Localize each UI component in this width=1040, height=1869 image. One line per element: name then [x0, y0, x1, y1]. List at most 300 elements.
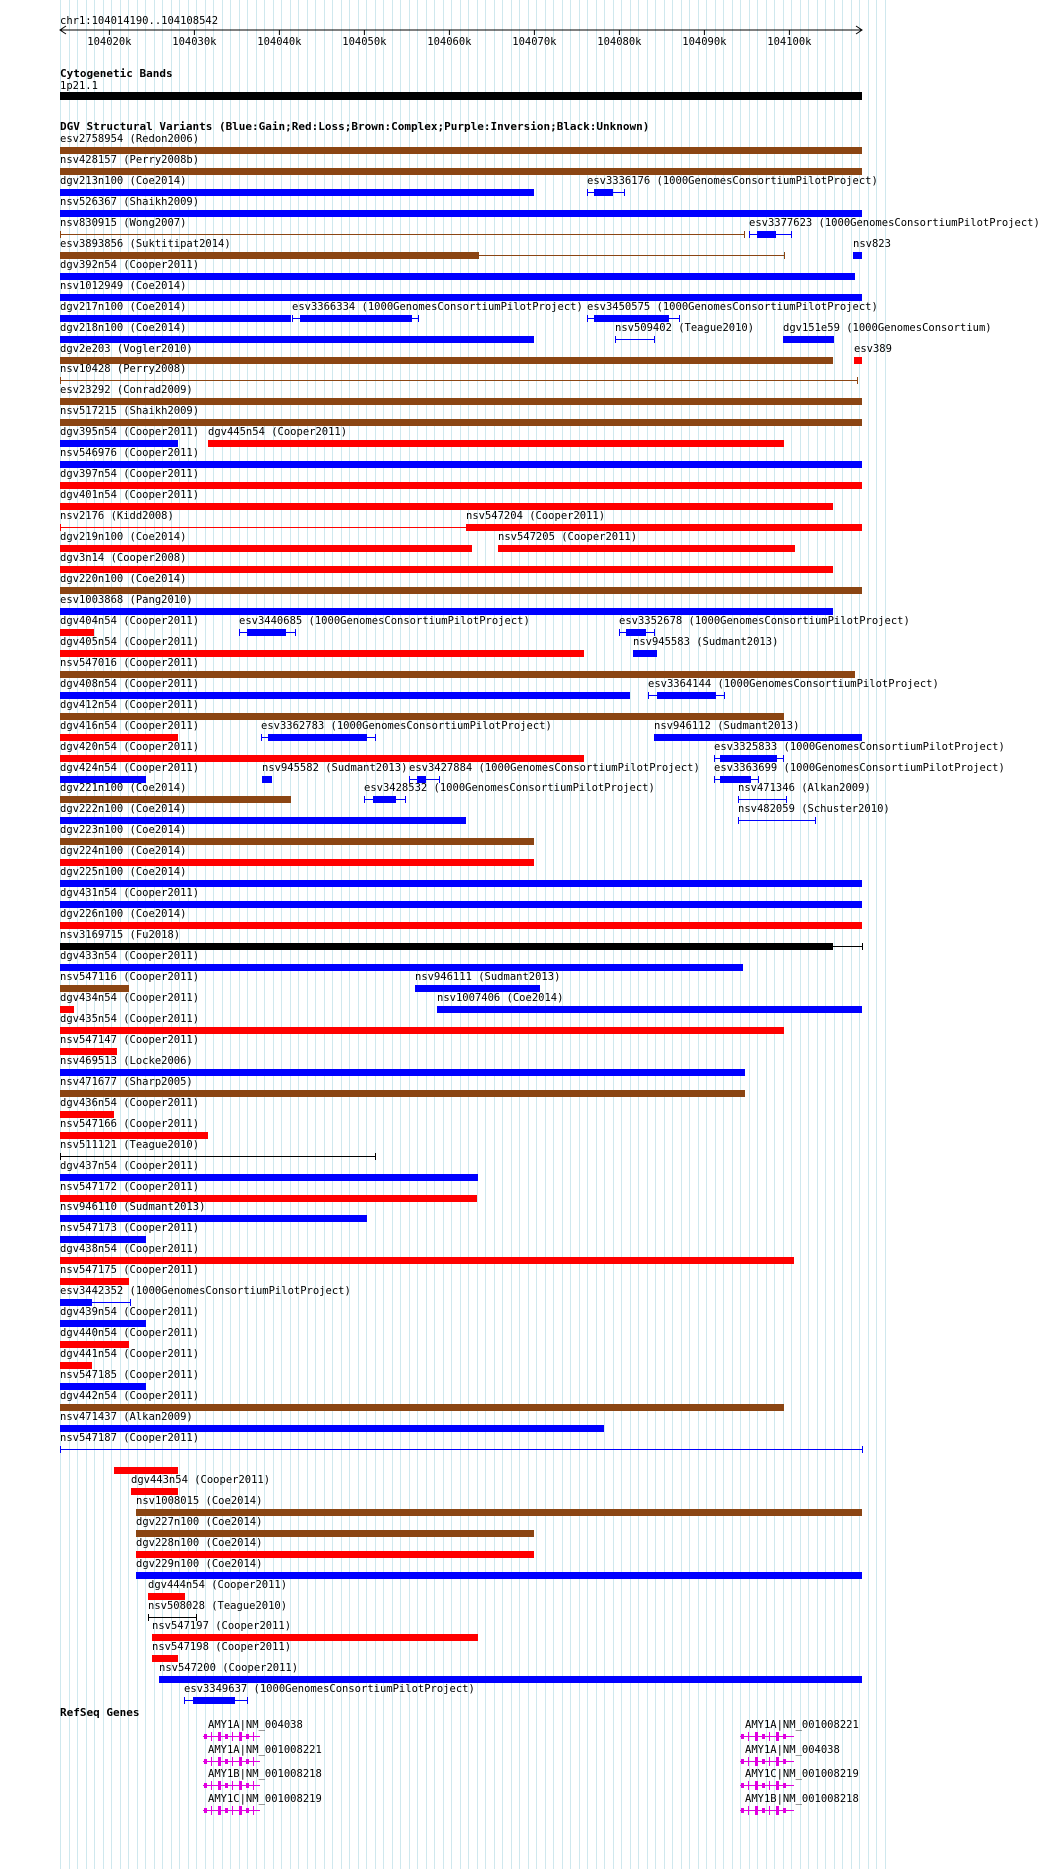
variant-label[interactable]: esv3349637 (1000GenomesConsortiumPilotProject): [184, 1683, 475, 1695]
variant-label[interactable]: dgv227n100 (Coe2014): [136, 1516, 263, 1528]
variant-bar[interactable]: [498, 545, 795, 552]
variant-label[interactable]: esv3377623 (1000GenomesConsortiumPilotProject): [749, 217, 1040, 229]
gridline: [417, 0, 418, 1869]
variant-bar[interactable]: [131, 1488, 178, 1495]
gene-exon: [741, 1783, 744, 1788]
gridline: [324, 0, 325, 1869]
variant-bar[interactable]: [148, 1593, 185, 1600]
variant-bar[interactable]: [60, 587, 862, 594]
position-ruler[interactable]: [0, 20, 890, 50]
variant-bar[interactable]: [60, 817, 466, 824]
gene-exon: [741, 1808, 744, 1813]
gridline: [315, 0, 316, 1869]
cytoband-bar[interactable]: [60, 92, 862, 100]
variant-bar[interactable]: [247, 629, 286, 636]
gridline: [477, 0, 478, 1869]
variant-bar[interactable]: [783, 336, 834, 343]
variant-label[interactable]: esv3362783 (1000GenomesConsortiumPilotProject): [261, 720, 552, 732]
gene-exon: [783, 1734, 786, 1739]
variant-label[interactable]: dgv435n54 (Cooper2011): [60, 1013, 200, 1025]
variant-label[interactable]: esv3440685 (1000GenomesConsortiumPilotProject): [239, 615, 530, 627]
variant-bar[interactable]: [415, 985, 540, 992]
variant-label[interactable]: esv389: [854, 343, 892, 355]
variant-label[interactable]: dgv229n100 (Coe2014): [136, 1558, 263, 1570]
variant-bar[interactable]: [60, 629, 94, 636]
gene-exon: [253, 1781, 254, 1790]
variant-label[interactable]: esv3427884 (1000GenomesConsortiumPilotProject): [409, 762, 700, 774]
variant-line[interactable]: [60, 1449, 862, 1450]
variant-label[interactable]: nsv471677 (Sharp2005): [60, 1076, 193, 1088]
variant-label[interactable]: dgv219n100 (Coe2014): [60, 531, 187, 543]
variant-label[interactable]: dgv223n100 (Coe2014): [60, 824, 187, 836]
variant-label[interactable]: dgv445n54 (Cooper2011): [208, 426, 348, 438]
gene-label[interactable]: AMY1B|NM_001008218: [745, 1793, 859, 1805]
variant-endcap: [375, 734, 376, 741]
variant-bar[interactable]: [152, 1655, 178, 1662]
variant-bar[interactable]: [60, 713, 784, 720]
variant-bar[interactable]: [626, 629, 646, 636]
variant-label[interactable]: nsv517215 (Shaikh2009): [60, 405, 200, 417]
gene-exon: [246, 1783, 249, 1788]
variant-bar[interactable]: [136, 1509, 862, 1516]
variant-label[interactable]: dgv431n54 (Cooper2011): [60, 887, 200, 899]
variant-bar[interactable]: [60, 1132, 208, 1139]
variant-bar[interactable]: [60, 189, 534, 196]
variant-bar[interactable]: [60, 398, 862, 405]
gridline: [672, 0, 673, 1869]
variant-label[interactable]: esv3428532 (1000GenomesConsortiumPilotProject): [364, 782, 655, 794]
gridline: [485, 0, 486, 1869]
gridline: [596, 0, 597, 1869]
variant-bar[interactable]: [152, 1634, 478, 1641]
gridline: [859, 0, 860, 1869]
variant-bar[interactable]: [60, 440, 178, 447]
variant-bar[interactable]: [594, 315, 669, 322]
variant-bar[interactable]: [60, 294, 862, 301]
variant-label[interactable]: nsv547205 (Cooper2011): [498, 531, 638, 543]
gridline: [825, 0, 826, 1869]
gridline: [553, 0, 554, 1869]
gene-exon: [783, 1783, 786, 1788]
variant-bar[interactable]: [60, 545, 472, 552]
variant-bar[interactable]: [60, 461, 862, 468]
variant-bar[interactable]: [136, 1551, 534, 1558]
variant-label[interactable]: nsv946112 (Sudmant2013): [654, 720, 800, 732]
variant-line[interactable]: [738, 820, 815, 821]
ruler-tick-label: 104090k: [682, 36, 727, 48]
variant-label[interactable]: dgv408n54 (Cooper2011): [60, 678, 200, 690]
variant-label[interactable]: nsv547016 (Cooper2011): [60, 657, 200, 669]
variant-endcap: [714, 755, 715, 762]
variant-bar[interactable]: [193, 1697, 235, 1704]
variant-endcap: [624, 189, 625, 196]
variant-label[interactable]: dgv443n54 (Cooper2011): [131, 1474, 271, 1486]
variant-endcap: [724, 692, 725, 699]
gridline: [511, 0, 512, 1869]
variant-label[interactable]: dgv221n100 (Coe2014): [60, 782, 187, 794]
variant-label[interactable]: esv2758954 (Redon2006): [60, 133, 200, 145]
variant-label[interactable]: dgv222n100 (Coe2014): [60, 803, 187, 815]
variant-bar[interactable]: [159, 1676, 862, 1683]
variant-endcap: [247, 1697, 248, 1704]
variant-endcap: [375, 1153, 376, 1160]
variant-label[interactable]: nsv547204 (Cooper2011): [466, 510, 606, 522]
variant-bar[interactable]: [633, 650, 657, 657]
variant-endcap: [60, 1153, 61, 1160]
gene-exon: [204, 1783, 207, 1788]
variant-label[interactable]: dgv225n100 (Coe2014): [60, 866, 187, 878]
gridline: [885, 0, 886, 1869]
gridline: [434, 0, 435, 1869]
variant-bar[interactable]: [853, 252, 862, 259]
ruler-tick-label: 104080k: [597, 36, 642, 48]
gene-label[interactable]: AMY1A|NM_001008221: [208, 1744, 322, 1756]
variant-label[interactable]: dgv397n54 (Cooper2011): [60, 468, 200, 480]
gene-label[interactable]: AMY1A|NM_004038: [208, 1719, 303, 1731]
gene-exon: [783, 1759, 786, 1764]
variant-endcap: [130, 1299, 131, 1306]
gene-exon: [253, 1732, 254, 1741]
gridline: [358, 0, 359, 1869]
variant-label[interactable]: esv3366334 (1000GenomesConsortiumPilotProject): [292, 301, 583, 313]
gene-exon: [776, 1781, 779, 1790]
variant-line[interactable]: [615, 339, 654, 340]
variant-label[interactable]: esv3363699 (1000GenomesConsortiumPilotProject): [714, 762, 1005, 774]
variant-label[interactable]: dgv224n100 (Coe2014): [60, 845, 187, 857]
variant-label[interactable]: nsv547175 (Cooper2011): [60, 1264, 200, 1276]
variant-bar[interactable]: [657, 692, 716, 699]
variant-label[interactable]: esv3364144 (1000GenomesConsortiumPilotProject): [648, 678, 939, 690]
gridline: [664, 0, 665, 1869]
variant-line[interactable]: [148, 1617, 196, 1618]
variant-label[interactable]: nsv946110 (Sudmant2013): [60, 1201, 206, 1213]
variant-label[interactable]: dgv433n54 (Cooper2011): [60, 950, 200, 962]
variant-bar[interactable]: [594, 189, 613, 196]
variant-label[interactable]: nsv547147 (Cooper2011): [60, 1034, 200, 1046]
variant-line[interactable]: [60, 527, 467, 528]
variant-label[interactable]: dgv416n54 (Cooper2011): [60, 720, 200, 732]
variant-label[interactable]: nsv945582 (Sudmant2013): [262, 762, 408, 774]
variant-endcap: [615, 336, 616, 343]
variant-bar[interactable]: [60, 273, 855, 280]
variant-label[interactable]: dgv401n54 (Cooper2011): [60, 489, 200, 501]
variant-bar[interactable]: [60, 1090, 745, 1097]
gridline: [834, 0, 835, 1869]
variant-bar[interactable]: [60, 901, 862, 908]
gridline: [698, 0, 699, 1869]
variant-endcap: [239, 629, 240, 636]
variant-bar[interactable]: [60, 252, 479, 259]
gene-exon: [748, 1732, 749, 1741]
variant-label[interactable]: dgv442n54 (Cooper2011): [60, 1390, 200, 1402]
gridline: [494, 0, 495, 1869]
variant-endcap: [60, 377, 61, 384]
variant-bar[interactable]: [60, 315, 291, 322]
variant-label[interactable]: dgv2e203 (Vogler2010): [60, 343, 193, 355]
gene-exon: [755, 1757, 758, 1766]
variant-bar[interactable]: [60, 503, 833, 510]
variant-label[interactable]: nsv547200 (Cooper2011): [159, 1662, 299, 1674]
variant-bar[interactable]: [60, 566, 833, 573]
variant-label[interactable]: nsv1012949 (Coe2014): [60, 280, 187, 292]
variant-bar[interactable]: [60, 859, 534, 866]
variant-label[interactable]: nsv547198 (Cooper2011): [152, 1641, 292, 1653]
gridline: [723, 0, 724, 1869]
variant-bar[interactable]: [60, 608, 833, 615]
variant-label[interactable]: dgv438n54 (Cooper2011): [60, 1243, 200, 1255]
variant-bar[interactable]: [60, 1006, 74, 1013]
variant-bar[interactable]: [136, 1572, 862, 1579]
variant-bar[interactable]: [654, 734, 862, 741]
gene-exon: [769, 1781, 770, 1790]
gene-exon: [232, 1781, 233, 1790]
variant-bar[interactable]: [60, 943, 833, 950]
variant-bar[interactable]: [60, 482, 862, 489]
variant-bar[interactable]: [60, 1383, 146, 1390]
variant-label[interactable]: dgv437n54 (Cooper2011): [60, 1160, 200, 1172]
variant-bar[interactable]: [60, 755, 584, 762]
variant-label[interactable]: nsv830915 (Wong2007): [60, 217, 187, 229]
variant-label[interactable]: dgv3n14 (Cooper2008): [60, 552, 187, 564]
variant-bar[interactable]: [60, 734, 178, 741]
gridline: [868, 0, 869, 1869]
variant-bar[interactable]: [373, 796, 396, 803]
variant-label[interactable]: dgv441n54 (Cooper2011): [60, 1348, 200, 1360]
variant-label[interactable]: nsv1008015 (Coe2014): [136, 1495, 263, 1507]
variant-bar[interactable]: [60, 1215, 367, 1222]
variant-label[interactable]: nsv2176 (Kidd2008): [60, 510, 174, 522]
variant-label[interactable]: dgv151e59 (1000GenomesConsortium): [783, 322, 992, 334]
variant-label[interactable]: nsv546976 (Cooper2011): [60, 447, 200, 459]
variant-bar[interactable]: [854, 357, 862, 364]
gene-exon: [211, 1732, 212, 1741]
gene-exon: [204, 1808, 207, 1813]
variant-endcap: [184, 1697, 185, 1704]
gene-exon: [762, 1808, 765, 1813]
variant-line[interactable]: [60, 1156, 375, 1157]
gridline: [715, 0, 716, 1869]
gene-exon: [762, 1734, 765, 1739]
variant-label[interactable]: dgv405n54 (Cooper2011): [60, 636, 200, 648]
variant-label[interactable]: dgv444n54 (Cooper2011): [148, 1579, 288, 1591]
variant-label[interactable]: esv3336176 (1000GenomesConsortiumPilotProject): [587, 175, 878, 187]
variant-label[interactable]: nsv946111 (Sudmant2013): [415, 971, 561, 983]
gene-label[interactable]: AMY1B|NM_001008218: [208, 1768, 322, 1780]
variant-label[interactable]: nsv508028 (Teague2010): [148, 1600, 288, 1612]
variant-bar[interactable]: [60, 336, 534, 343]
ruler-tick-label: 104070k: [512, 36, 557, 48]
gene-exon: [748, 1806, 749, 1815]
variant-label[interactable]: nsv482059 (Schuster2010): [738, 803, 890, 815]
variant-bar[interactable]: [60, 650, 584, 657]
gridline: [774, 0, 775, 1869]
variant-endcap: [815, 817, 816, 824]
gene-label[interactable]: AMY1C|NM_001008219: [208, 1793, 322, 1805]
variant-endcap: [261, 734, 262, 741]
cytoband-track-title: Cytogenetic Bands: [60, 67, 173, 80]
gene-exon: [239, 1806, 242, 1815]
variant-bar[interactable]: [60, 1027, 784, 1034]
variant-bar[interactable]: [60, 147, 862, 154]
variant-endcap: [786, 796, 787, 803]
gridline: [817, 0, 818, 1869]
variant-label[interactable]: dgv226n100 (Coe2014): [60, 908, 187, 920]
variant-bar[interactable]: [60, 1257, 794, 1264]
variant-label[interactable]: dgv395n54 (Cooper2011): [60, 426, 200, 438]
gene-label[interactable]: AMY1A|NM_001008221: [745, 1719, 859, 1731]
variant-label[interactable]: nsv547173 (Cooper2011): [60, 1222, 200, 1234]
gridline: [375, 0, 376, 1869]
variant-label[interactable]: nsv945583 (Sudmant2013): [633, 636, 779, 648]
variant-bar[interactable]: [60, 964, 743, 971]
variant-endcap: [783, 755, 784, 762]
variant-label[interactable]: nsv547172 (Cooper2011): [60, 1181, 200, 1193]
variant-bar[interactable]: [60, 1341, 129, 1348]
variant-label[interactable]: dgv404n54 (Cooper2011): [60, 615, 200, 627]
gridline: [341, 0, 342, 1869]
variant-label[interactable]: esv3442352 (1000GenomesConsortiumPilotProject): [60, 1285, 351, 1297]
variant-bar[interactable]: [60, 880, 862, 887]
variant-bar[interactable]: [466, 524, 862, 531]
variant-label[interactable]: dgv424n54 (Cooper2011): [60, 762, 200, 774]
variant-line[interactable]: [60, 234, 744, 235]
variant-label[interactable]: esv3325833 (1000GenomesConsortiumPilotProject): [714, 741, 1005, 753]
gridline: [502, 0, 503, 1869]
variant-bar[interactable]: [208, 440, 784, 447]
variant-label[interactable]: nsv526367 (Shaikh2009): [60, 196, 200, 208]
variant-bar[interactable]: [60, 210, 862, 217]
variant-label[interactable]: nsv823: [853, 238, 891, 250]
variant-bar[interactable]: [60, 1111, 114, 1118]
variant-label[interactable]: dgv228n100 (Coe2014): [136, 1537, 263, 1549]
gene-exon: [769, 1732, 770, 1741]
gridline: [579, 0, 580, 1869]
variant-label[interactable]: nsv547187 (Cooper2011): [60, 1432, 200, 1444]
variant-bar[interactable]: [268, 734, 367, 741]
variant-bar[interactable]: [60, 1404, 784, 1411]
gene-exon: [776, 1806, 779, 1815]
variant-bar[interactable]: [60, 838, 534, 845]
variant-label[interactable]: dgv436n54 (Cooper2011): [60, 1097, 200, 1109]
variant-label[interactable]: dgv218n100 (Coe2014): [60, 322, 187, 334]
variant-endcap: [749, 231, 750, 238]
variant-bar[interactable]: [60, 1320, 146, 1327]
gene-exon: [769, 1806, 770, 1815]
variant-bar[interactable]: [437, 1006, 862, 1013]
gridline: [460, 0, 461, 1869]
variant-bar[interactable]: [60, 692, 630, 699]
variant-label[interactable]: dgv420n54 (Cooper2011): [60, 741, 200, 753]
gridline: [366, 0, 367, 1869]
variant-bar[interactable]: [60, 796, 291, 803]
variant-label[interactable]: dgv213n100 (Coe2014): [60, 175, 187, 187]
gridline: [783, 0, 784, 1869]
variant-label[interactable]: nsv547197 (Cooper2011): [152, 1620, 292, 1632]
variant-label[interactable]: nsv471437 (Alkan2009): [60, 1411, 193, 1423]
variant-label[interactable]: nsv547185 (Cooper2011): [60, 1369, 200, 1381]
gene-exon: [225, 1759, 228, 1764]
variant-bar[interactable]: [262, 776, 272, 783]
gene-exon: [762, 1759, 765, 1764]
variant-label[interactable]: nsv1007406 (Coe2014): [437, 992, 564, 1004]
variant-bar[interactable]: [757, 231, 776, 238]
variant-label[interactable]: dgv392n54 (Cooper2011): [60, 259, 200, 271]
variant-label[interactable]: dgv439n54 (Cooper2011): [60, 1306, 200, 1318]
variant-bar[interactable]: [60, 1425, 604, 1432]
variant-endcap: [60, 1446, 61, 1453]
variant-label[interactable]: nsv547166 (Cooper2011): [60, 1118, 200, 1130]
variant-bar[interactable]: [60, 1362, 92, 1369]
variant-bar[interactable]: [60, 168, 862, 175]
gridline: [842, 0, 843, 1869]
gridline: [587, 0, 588, 1869]
ruler-tick-label: 104050k: [342, 36, 387, 48]
gene-exon: [232, 1732, 233, 1741]
variant-label[interactable]: esv23292 (Conrad2009): [60, 384, 193, 396]
variant-label[interactable]: dgv217n100 (Coe2014): [60, 301, 187, 313]
variant-bar[interactable]: [60, 1236, 146, 1243]
variant-label[interactable]: nsv547116 (Cooper2011): [60, 971, 200, 983]
variant-endcap: [619, 629, 620, 636]
variant-bar[interactable]: [300, 315, 412, 322]
variant-bar[interactable]: [60, 419, 862, 426]
gridline: [689, 0, 690, 1869]
variant-bar[interactable]: [60, 1299, 92, 1306]
variant-label[interactable]: nsv471346 (Alkan2009): [738, 782, 871, 794]
variant-label[interactable]: nsv469513 (Locke2006): [60, 1055, 193, 1067]
variant-label[interactable]: dgv434n54 (Cooper2011): [60, 992, 200, 1004]
variant-bar[interactable]: [136, 1530, 534, 1537]
variant-endcap: [862, 1446, 863, 1453]
variant-label[interactable]: nsv10428 (Perry2008): [60, 363, 187, 375]
variant-label[interactable]: dgv440n54 (Cooper2011): [60, 1327, 200, 1339]
variant-label[interactable]: esv3450575 (1000GenomesConsortiumPilotProject): [587, 301, 878, 313]
variant-line[interactable]: [60, 380, 857, 381]
variant-label[interactable]: dgv220n100 (Coe2014): [60, 573, 187, 585]
variant-bar[interactable]: [60, 671, 855, 678]
variant-label[interactable]: nsv511121 (Teague2010): [60, 1139, 200, 1151]
gene-exon: [225, 1783, 228, 1788]
gene-exon: [755, 1732, 758, 1741]
variant-bar[interactable]: [60, 922, 862, 929]
variant-label[interactable]: dgv412n54 (Cooper2011): [60, 699, 200, 711]
variant-label[interactable]: esv1003868 (Pang2010): [60, 594, 193, 606]
variant-endcap: [292, 315, 293, 322]
gene-exon: [755, 1806, 758, 1815]
variant-bar[interactable]: [60, 1174, 478, 1181]
variant-label[interactable]: esv3893856 (Suktitipat2014): [60, 238, 231, 250]
variant-bar[interactable]: [60, 1278, 129, 1285]
variant-line[interactable]: [738, 799, 786, 800]
variant-bar[interactable]: [114, 1467, 178, 1474]
variant-label[interactable]: nsv3169715 (Fu2018): [60, 929, 181, 941]
variant-label[interactable]: nsv509402 (Teague2010): [615, 322, 755, 334]
variant-bar[interactable]: [720, 755, 777, 762]
variant-endcap: [587, 315, 588, 322]
variant-bar[interactable]: [60, 1069, 745, 1076]
variant-endcap: [364, 796, 365, 803]
gridline: [392, 0, 393, 1869]
gridline: [528, 0, 529, 1869]
variant-endcap: [738, 796, 739, 803]
gridline: [519, 0, 520, 1869]
variant-label[interactable]: esv3352678 (1000GenomesConsortiumPilotProject): [619, 615, 910, 627]
variant-bar[interactable]: [60, 1048, 117, 1055]
variant-bar[interactable]: [60, 985, 129, 992]
variant-label[interactable]: nsv428157 (Perry2008b): [60, 154, 200, 166]
gene-label[interactable]: AMY1C|NM_001008219: [745, 1768, 859, 1780]
gene-label[interactable]: AMY1A|NM_004038: [745, 1744, 840, 1756]
